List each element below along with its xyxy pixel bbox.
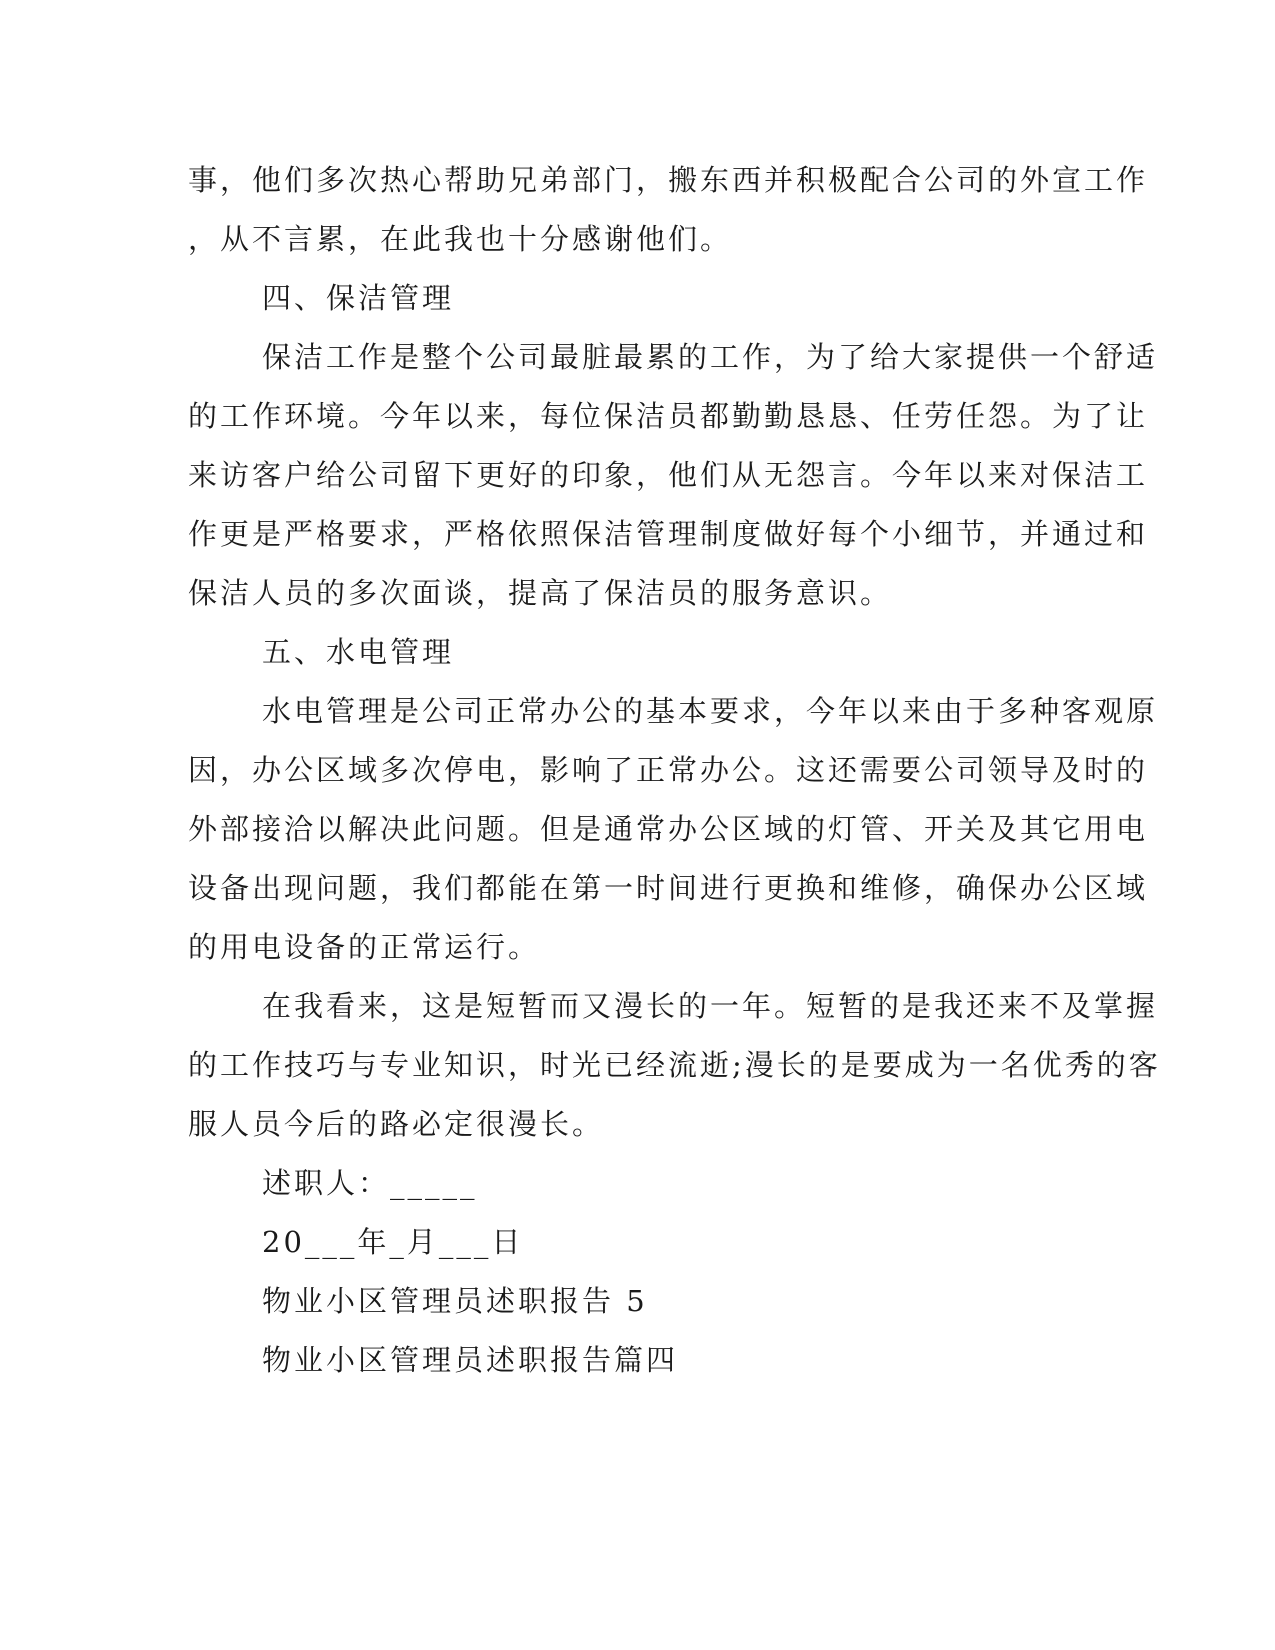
paragraph-line: ，从不言累，在此我也十分感谢他们。	[188, 222, 733, 256]
signature-line: 述职人：_____	[262, 1166, 478, 1200]
paragraph-line: 的用电设备的正常运行。	[188, 930, 541, 964]
paragraph-line: 因，办公区域多次停电，影响了正常办公。这还需要公司领导及时的	[188, 753, 1149, 787]
paragraph-line: 的工作环境。今年以来，每位保洁员都勤勤恳恳、任劳任怨。为了让	[188, 399, 1149, 433]
paragraph-line: 的工作技巧与专业知识，时光已经流逝;漫长的是要成为一名优秀的客	[188, 1048, 1161, 1082]
section-heading: 五、水电管理	[262, 635, 455, 669]
paragraph-line: 保洁工作是整个公司最脏最累的工作，为了给大家提供一个舒适	[262, 340, 1159, 374]
paragraph-line: 水电管理是公司正常办公的基本要求，今年以来由于多种客观原	[262, 694, 1159, 728]
report-title-line: 物业小区管理员述职报告 5	[262, 1284, 648, 1318]
paragraph-line: 保洁人员的多次面谈，提高了保洁员的服务意识。	[188, 576, 893, 610]
paragraph-line: 在我看来，这是短暂而又漫长的一年。短暂的是我还来不及掌握	[262, 989, 1159, 1023]
paragraph-line: 作更是严格要求，严格依照保洁管理制度做好每个小细节，并通过和	[188, 517, 1149, 551]
paragraph-line: 服人员今后的路必定很漫长。	[188, 1107, 605, 1141]
section-heading: 四、保洁管理	[262, 281, 455, 315]
date-line: 20___年_月___日	[262, 1225, 524, 1259]
report-title-line: 物业小区管理员述职报告篇四	[262, 1343, 679, 1377]
paragraph-line: 来访客户给公司留下更好的印象，他们从无怨言。今年以来对保洁工	[188, 458, 1149, 492]
paragraph-line: 外部接洽以解决此问题。但是通常办公区域的灯管、开关及其它用电	[188, 812, 1149, 846]
paragraph-line: 设备出现问题，我们都能在第一时间进行更换和维修，确保办公区域	[188, 871, 1149, 905]
paragraph-line: 事，他们多次热心帮助兄弟部门，搬东西并积极配合公司的外宣工作	[188, 163, 1149, 197]
